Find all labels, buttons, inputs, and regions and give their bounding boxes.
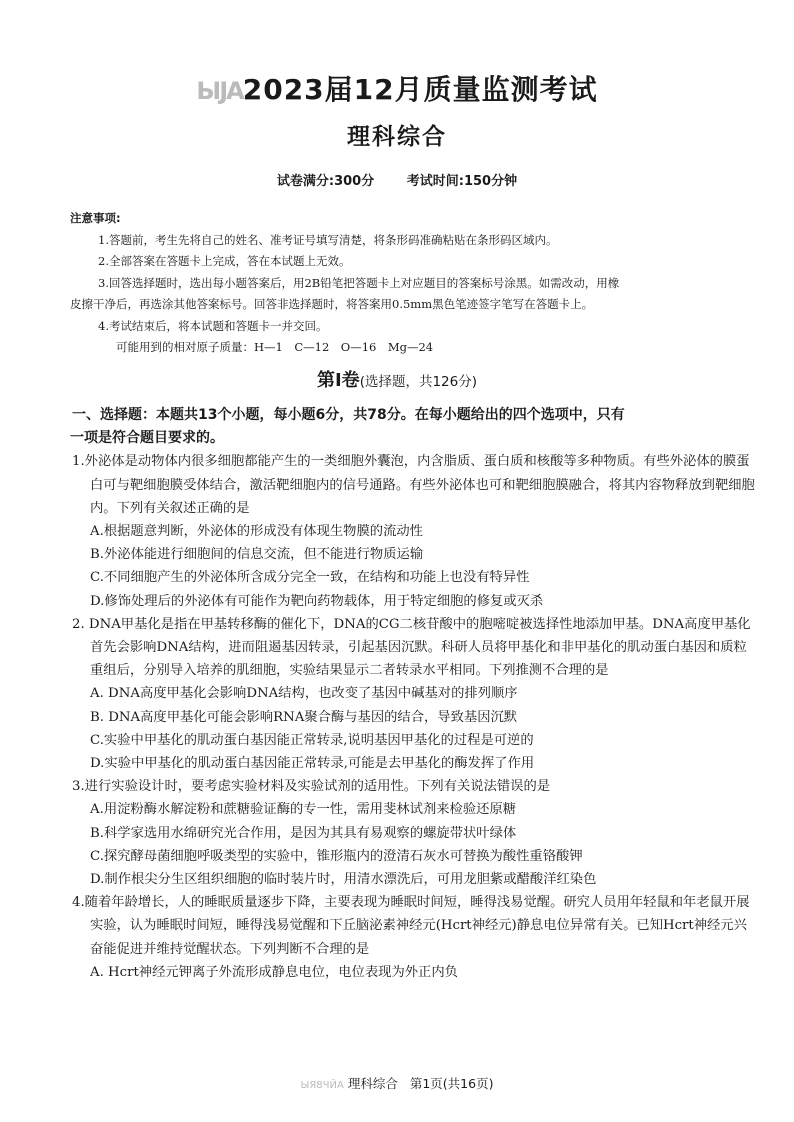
title-blurred-prefix: ЫJA	[196, 77, 243, 105]
question-option: A. DNA高度甲基化会影响DNA结构，也改变了基因中碱基对的排列顺序	[90, 686, 518, 702]
question-option: A.用淀粉酶水解淀粉和蔗糖验证酶的专一性，需用斐林试剂来检验还原糖	[90, 802, 517, 818]
title-text: 2023届12月质量监测考试	[242, 73, 598, 106]
section-title: 第Ⅰ卷	[316, 370, 360, 391]
exam-subject: 理科综合	[347, 124, 447, 150]
page-footer	[0, 1074, 794, 1092]
instructions	[70, 208, 758, 359]
part-instructions-line: 一项是符合题目要求的。	[70, 430, 224, 447]
question-1	[72, 450, 758, 612]
instruction-item: 2.全部答案在答题卡上完成，答在本试题上无效。	[98, 254, 351, 268]
question-option: C.探究酵母菌细胞呼吸类型的实验中，锥形瓶内的澄清石灰水可替换为酸性重铬酸钾	[90, 848, 583, 864]
question-option: D.修饰处理后的外泌体有可能作为靶向药物载体，用于特定细胞的修复或灭杀	[90, 593, 544, 609]
question-stem: 3.进行实验设计时，要考虑实验材料及实验试剂的适用性。下列有关说法错误的是	[72, 779, 551, 795]
question-option: A.根据题意判断，外泌体的形成没有体现生物膜的流动性	[90, 524, 423, 540]
instructions-heading: 注意事项:	[70, 211, 121, 225]
question-2	[72, 613, 758, 775]
section-heading	[0, 366, 794, 392]
exam-time: 考试时间:150分钟	[406, 174, 518, 189]
question-option: D.实验中甲基化的肌动蛋白基因能正常转录,可能是去甲基化的酶发挥了作用	[90, 756, 535, 772]
footer-blurred-prefix: ЫЯ8ЧЙА	[300, 1080, 344, 1091]
question-4	[72, 891, 758, 984]
question-option: C.实验中甲基化的肌动蛋白基因能正常转录,说明基因甲基化的过程是可逆的	[90, 732, 534, 748]
questions-area	[72, 404, 758, 984]
question-option: B. DNA高度甲基化可能会影响RNA聚合酶与基因的结合，导致基因沉默	[90, 709, 518, 725]
atomic-masses: 可能用到的相对原子质量：H—1 C—12 O—16 Mg—24	[116, 340, 434, 354]
question-stem: 2. DNA甲基化是指在甲基转移酶的催化下，DNA的CG二核苷酸中的胞嘧啶被选择性地添加甲基。DNA高度甲基化首先会影响DNA结构，进而阻遏基因转录，引起基因沉默。科研人员将甲基化和非甲基化的肌动蛋白基因和质粒重组后，分别导入培养的肌细胞，实验结果显示二者转录水平相同。下列推测不合理的是	[72, 616, 751, 679]
full-score: 试卷满分:300分	[276, 174, 375, 189]
exam-meta	[0, 170, 794, 189]
page-number: 第1页(共16页)	[409, 1076, 494, 1091]
question-option: B.科学家选用水绵研究光合作用，是因为其具有易观察的螺旋带状叶绿体	[90, 825, 517, 841]
part-instructions	[72, 404, 758, 450]
part-instructions-line: 一、选择题：本题共13个小题，每小题6分，共78分。在每小题给出的四个选项中，只有	[72, 407, 625, 423]
section-note: (选择题，共126分)	[359, 374, 477, 390]
instruction-item: 3.回答选择题时，选出每小题答案后，用2B铅笔把答题卡上对应题目的答案标号涂黑。如需改动，用橡	[98, 275, 620, 290]
question-option: A. Hcrt神经元钾离子外流形成静息电位，电位表现为外正内负	[90, 964, 458, 980]
instruction-item: 4.考试结束后，将本试题和答题卡一并交回。	[98, 318, 328, 333]
instruction-item-continued: 皮擦干净后，再选涂其他答案标号。回答非选择题时，将答案用0.5mm黑色笔迹签字笔写在答题卡上。	[70, 297, 594, 311]
question-stem: 1.外泌体是动物体内很多细胞都能产生的一类细胞外囊泡，内含脂质、蛋白质和核酸等多种物质。有些外泌体的膜蛋白可与靶细胞膜受体结合，激活靶细胞内的信号通路。有些外泌体也可和靶细胞膜融合，将其内容物释放到靶细胞内。下列有关叙述正确的是	[72, 454, 755, 516]
question-option: C.不同细胞产生的外泌体所含成分完全一致，在结构和功能上也没有特异性	[90, 570, 530, 586]
question-option: D.制作根尖分生区组织细胞的临时装片时，用清水漂洗后，可用龙胆紫或醋酸洋红染色	[90, 872, 597, 888]
instruction-item: 1.答题前，考生先将自己的姓名、准考证号填写清楚，将条形码准确粘贴在条形码区域内。	[98, 232, 558, 247]
question-option: B.外泌体能进行细胞间的信息交流，但不能进行物质运输	[90, 547, 424, 563]
footer-subject: 理科综合	[347, 1076, 398, 1091]
question-stem: 4.随着年龄增长，人的睡眠质量逐步下降，主要表现为睡眠时间短，睡得浅易觉醒。研究人员用年轻鼠和年老鼠开展实验，认为睡眠时间短，睡得浅易觉醒和下丘脑泌素神经元(Hcrt神经元)静息电位异常有关。已知Hcrt神经元兴奋能促进并维持觉醒状态。下列判断不合理的是	[72, 895, 750, 957]
question-3	[72, 775, 758, 891]
exam-title	[0, 68, 794, 108]
